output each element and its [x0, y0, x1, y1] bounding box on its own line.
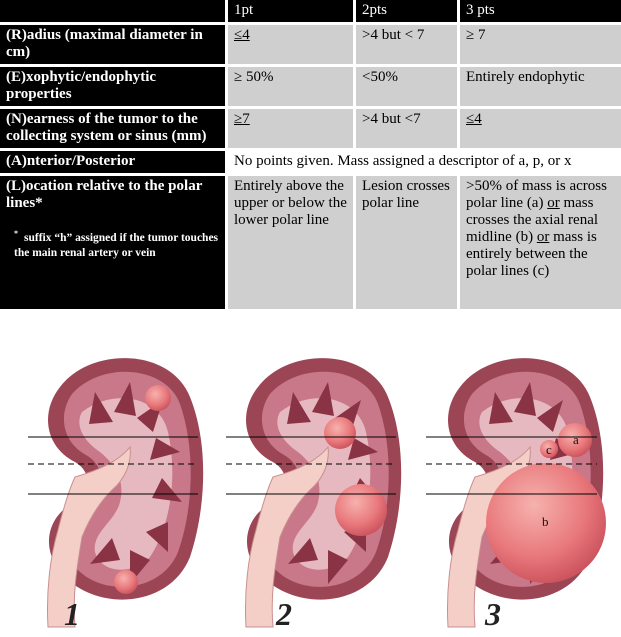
footnote-text: suffix “h” assigned if the tumor touches the main renal artery or vein	[14, 231, 219, 259]
table-row-radius	[0, 25, 621, 67]
cell-nearness-1pt: ≥7	[234, 111, 250, 127]
cell-nearness-3pts: ≤4	[466, 111, 482, 127]
label-c: c	[546, 442, 552, 457]
panel-2	[226, 358, 401, 627]
panel-3	[426, 358, 606, 627]
panel-number-3: 3	[485, 596, 501, 632]
panel-1	[28, 358, 203, 627]
header-1pt: 1pt	[228, 0, 356, 25]
cell-exophytic-2pts: <50%	[356, 67, 460, 109]
panel-number-2: 2	[276, 596, 292, 632]
header-2pts: 2pts	[356, 0, 460, 25]
footnote-mark: *	[14, 229, 18, 238]
cell-radius-1pt: ≤4	[234, 27, 250, 43]
cell-location-3pts: >50% of mass is across polar line (a) or mass crosses the axial renal midline (b) or mass is entirely between the polar lines (c)	[460, 176, 621, 312]
header-row	[0, 0, 621, 25]
cell-location-1pt: Entirely above the upper or below the lower polar line	[228, 176, 356, 312]
kidney-illustration	[0, 330, 621, 637]
table-row-anterior	[0, 151, 621, 176]
cell-exophytic-1pt: ≥ 50%	[228, 67, 356, 109]
cell-anterior-merged: No points given. Mass assigned a descriptor of a, p, or x	[228, 151, 621, 176]
table-row-location	[0, 176, 621, 312]
row-label-radius: (R)adius (maximal diameter in cm)	[0, 25, 228, 67]
label-b: b	[542, 514, 549, 529]
table-row-exophytic	[0, 67, 621, 109]
panel-number-1: 1	[64, 596, 80, 632]
label-a: a	[573, 432, 579, 447]
row-label-anterior: (A)nterior/Posterior	[0, 151, 228, 176]
row-label-nearness: (N)earness of the tumor to the collecting system or sinus (mm)	[0, 109, 228, 151]
cell-radius-3pts: ≥ 7	[460, 25, 621, 67]
cell-exophytic-3pts: Entirely endophytic	[460, 67, 621, 109]
row-label-exophytic: (E)xophytic/endophytic properties	[0, 67, 228, 109]
table-row-nearness	[0, 109, 621, 151]
header-3pts: 3 pts	[460, 0, 621, 25]
cell-location-2pts: Lesion crosses polar line	[356, 176, 460, 312]
header-corner	[0, 0, 228, 25]
cell-radius-2pts: >4 but < 7	[356, 25, 460, 67]
cell-nearness-2pts: >4 but <7	[356, 109, 460, 151]
row-label-location: (L)ocation relative to the polar lines*	[6, 178, 203, 211]
renal-score-table	[0, 0, 621, 312]
